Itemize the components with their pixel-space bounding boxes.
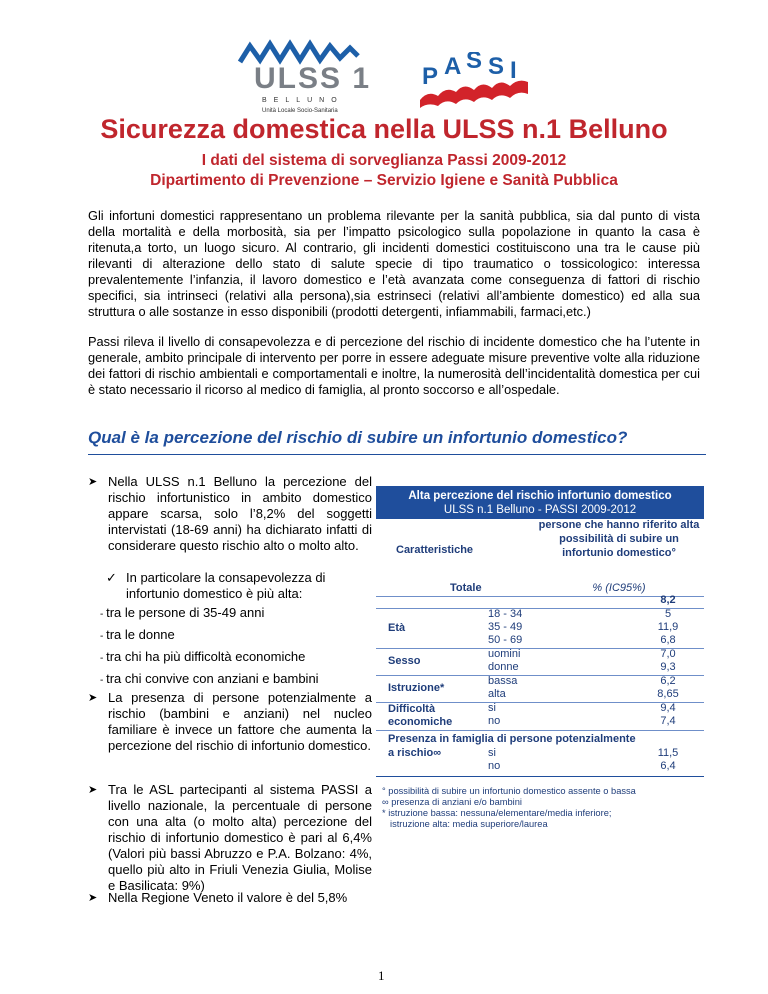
table-col1-header: Caratteristiche bbox=[396, 544, 474, 556]
difficolta-row-1-value: 9,4 bbox=[660, 702, 676, 714]
note-4: istruzione alta: media superiore/laurea bbox=[390, 819, 548, 829]
total-label: Totale bbox=[450, 582, 482, 594]
subtitle-data: I dati del sistema di sorveglianza Passi 2009-2012 bbox=[201, 152, 567, 169]
arrow-bullet-icon: ➤ bbox=[88, 892, 98, 904]
dash-item-2: - tra le donne bbox=[100, 627, 175, 642]
presenza-row-1-label: si bbox=[488, 747, 496, 759]
section-title: Qual è la percezione del rischio di subire un infortunio domestico? bbox=[88, 428, 628, 447]
passi-letter-i: I bbox=[510, 57, 517, 84]
dash-item-4-text: tra chi convive con anziani e bambini bbox=[106, 671, 319, 686]
arrow-bullet-icon: ➤ bbox=[88, 692, 98, 704]
table-rule bbox=[376, 730, 704, 731]
total-value: 8,2 bbox=[660, 594, 676, 606]
note-3: * istruzione bassa: nessuna/elementare/media inferiore; bbox=[382, 808, 612, 818]
ulss-logo-city: BELLUNO bbox=[262, 97, 344, 104]
bullet-2-text: La presenza di persone potenzialmente a rischio (bambini e anziani) nel nucleo familiare è invece un fattore che aumenta la percezione del rischio di infortunio domestico. bbox=[108, 690, 372, 753]
ulss-logo-subtitle: Unità Locale Socio-Sanitaria bbox=[262, 108, 338, 114]
presenza-row-2-label: no bbox=[488, 760, 501, 772]
passi-logo bbox=[418, 52, 530, 110]
dash-item-3: - tra chi ha più difficoltà economiche bbox=[100, 649, 306, 664]
presenza-row-2-value: 6,4 bbox=[660, 760, 676, 772]
group-label-sesso: Sesso bbox=[388, 655, 421, 667]
bullet-4-text: Nella Regione Veneto il valore è del 5,8% bbox=[108, 890, 348, 905]
sesso-row-1-value: 7,0 bbox=[660, 648, 676, 660]
dash-item-2-text: tra le donne bbox=[106, 627, 175, 642]
subtitle-department: Dipartimento di Prevenzione – Servizio Igiene e Sanità Pubblica bbox=[150, 172, 618, 189]
ulss-logo-text: ULSS 1 bbox=[254, 62, 372, 95]
table-bottom-rule bbox=[376, 776, 704, 777]
istruzione-row-1-value: 6,2 bbox=[660, 675, 676, 687]
difficolta-row-2-label: no bbox=[488, 715, 501, 727]
passi-letter-a: A bbox=[444, 53, 462, 80]
intro-paragraph-2: Passi rileva il livello di consapevolezza e di percezione del rischio di incidente domestico che ha l’utente in generale, ambito principale di intervento per porre in essere adeguate misure preventive volte alla riduzione dei fattori di rischio ambientali e comportamentali e inoltre, la numerosità dell’incidentalità domestica per cui è stato necessario il ricorso al medico di famiglia, al pronto soccorso e all’ospedale. bbox=[88, 334, 700, 397]
sesso-row-2-label: donne bbox=[488, 661, 519, 673]
group-label-eta: Età bbox=[388, 622, 406, 634]
arrow-bullet-icon: ➤ bbox=[88, 476, 98, 488]
dash-item-1: - tra le persone di 35-49 anni bbox=[100, 605, 265, 620]
arrow-bullet-icon: ➤ bbox=[88, 784, 98, 796]
bullet-3-text: Tra le ASL partecipanti al sistema PASSI a livello nazionale, la percentuale di persone con una alta (o molto alta) percezione del rischio di infortunio domestico è pari al 6,4% (Valori più bassi Abruzzo e P.A. Bolzano: 4%, quello più alto in Friuli Venezia Giulia, Molise e Basilicata: 9%) bbox=[108, 782, 372, 893]
table-col2-header: persone che hanno riferito alta possibilità di subire un infortunio domestico° bbox=[538, 519, 700, 559]
istruzione-row-1-label: bassa bbox=[488, 675, 518, 687]
table-top-rule bbox=[376, 514, 704, 515]
section-divider bbox=[88, 454, 706, 455]
note-1: ° possibilità di subire un infortunio domestico assente o bassa bbox=[382, 786, 636, 796]
dash-item-3-text: tra chi ha più difficoltà economiche bbox=[106, 649, 306, 664]
sesso-row-2-value: 9,3 bbox=[660, 661, 676, 673]
presenza-row-1-value: 11,5 bbox=[657, 747, 679, 759]
bullet-1-text: Nella ULSS n.1 Belluno la percezione del rischio infortunistico in ambito domestico appare scarsa, solo l’8,2% del soggetti intervistati (18-69 anni) ha dichiarato infatti di considerare questo rischio alto o molto alto. bbox=[108, 474, 372, 553]
eta-row-3-label: 50 - 69 bbox=[488, 634, 523, 646]
group-label-istruzione: Istruzione* bbox=[388, 682, 445, 694]
check-icon: ✓ bbox=[106, 570, 117, 585]
eta-row-2-label: 35 - 49 bbox=[488, 621, 523, 633]
passi-letter-s1: S bbox=[466, 52, 483, 74]
ulss-logo bbox=[232, 38, 382, 120]
istruzione-row-2-label: alta bbox=[488, 688, 506, 700]
page-number: 1 bbox=[378, 968, 385, 983]
difficolta-row-2-value: 7,4 bbox=[660, 715, 676, 727]
presenza-label-2: a rischio∞ bbox=[388, 747, 442, 759]
passi-letter-p: P bbox=[422, 63, 439, 90]
table-col2-unit: % (IC95%) bbox=[592, 582, 646, 594]
sesso-row-1-label: uomini bbox=[488, 648, 521, 660]
eta-row-2-value: 11,9 bbox=[657, 621, 679, 633]
difficolta-row-1-label: si bbox=[488, 702, 496, 714]
istruzione-row-2-value: 8,65 bbox=[657, 688, 679, 700]
passi-footsteps-icon bbox=[418, 52, 530, 110]
eta-row-1-label: 18 - 34 bbox=[488, 608, 523, 620]
eta-row-1-value: 5 bbox=[664, 608, 672, 620]
check-bullet-text: In particolare la consapevolezza di infortunio domestico è più alta: bbox=[126, 570, 326, 601]
table-subtitle: ULSS n.1 Belluno - PASSI 2009-2012 bbox=[443, 504, 637, 516]
passi-letter-s2: S bbox=[488, 53, 505, 80]
page-title: Sicurezza domestica nella ULSS n.1 Belluno bbox=[100, 114, 668, 144]
eta-row-3-value: 6,8 bbox=[660, 634, 676, 646]
dash-item-4: - tra chi convive con anziani e bambini bbox=[100, 671, 319, 686]
group-label-difficolta-1: Difficoltà bbox=[388, 703, 436, 715]
presenza-label: Presenza in famiglia di persone potenzialmente bbox=[388, 733, 636, 745]
group-label-difficolta-2: economiche bbox=[388, 716, 453, 728]
intro-paragraph-1: Gli infortuni domestici rappresentano un problema rilevante per la sanità pubblica, sia dal punto di vista della mortalità e della morbosità, sia per l’impatto psicologico sulla popolazione in quanto la casa è ritenuta,a torto, un luogo sicuro. Al contrario, gli incidenti domestici costituiscono una tra le cause più rilevanti di alterazione dello stato di salute specie di tipo traumatico o tossicologico: interessa prevalentemente l’infanzia, il lavoro domestico e l’età avanzata come conseguenza di fattori di rischio specifici, sia intrinseci (relativi alla persona),sia estrinseci (relativi all’ambiente domestico) ed alla sua struttura o alle sostanze in esso disponibili (prodotti detergenti, infiammabili, farmaci,etc.) bbox=[88, 208, 700, 319]
table-title: Alta percezione del rischio infortunio domestico bbox=[408, 490, 672, 502]
dash-item-1-text: tra le persone di 35-49 anni bbox=[106, 605, 265, 620]
note-2: ∞ presenza di anziani e/o bambini bbox=[382, 797, 522, 807]
